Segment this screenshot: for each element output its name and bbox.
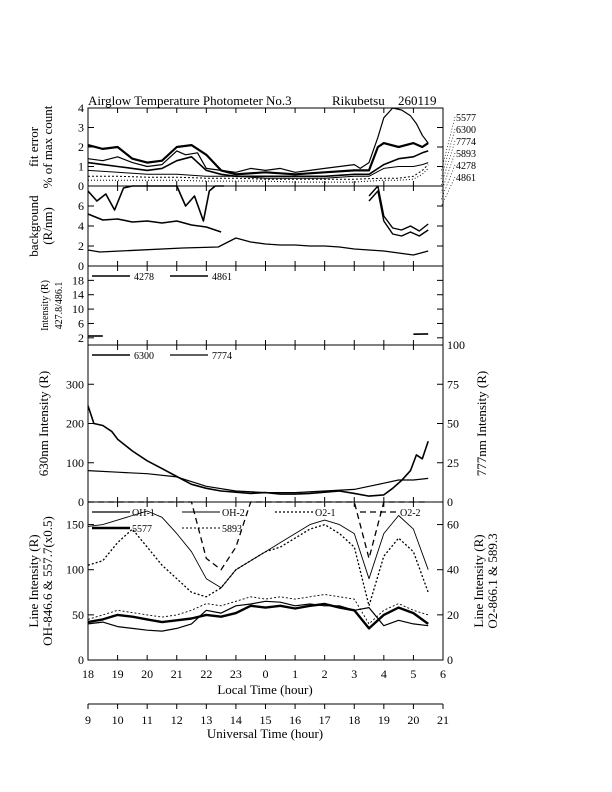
ut-tick-label: 15 <box>259 713 272 727</box>
lt-tick-label: 6 <box>440 667 446 681</box>
legend-label-4278: 4278 <box>134 272 154 283</box>
legend-label-5893: 5893 <box>222 524 242 535</box>
right-label-5893: 5893 <box>456 149 476 160</box>
y-tick-label: 300 <box>66 377 84 392</box>
y-tick-label: 0 <box>78 653 84 667</box>
y-tick-label: 14 <box>72 287 84 302</box>
panel-red-oxygen <box>36 338 489 509</box>
y-axis-label: 427.8/486.1 <box>54 281 65 330</box>
ut-tick-label: 18 <box>348 713 361 727</box>
series-red-oxygen-6300 <box>88 406 428 496</box>
ut-tick-label: 16 <box>289 713 302 727</box>
legend-label-7774: 7774 <box>212 351 232 362</box>
y-tick-label: 0 <box>78 495 84 509</box>
legend-label-5577: 5577 <box>132 524 152 535</box>
y-tick-label: 2 <box>78 239 84 253</box>
ut-tick-label: 11 <box>141 713 153 727</box>
panel-frame <box>88 345 443 502</box>
legend-label-OH-1: OH-1 <box>132 508 155 519</box>
chart-title: Airglow Temperature Photometer No.3 <box>88 93 292 108</box>
y-axis-label: background <box>26 195 41 257</box>
lt-tick-label: 2 <box>321 667 328 681</box>
y-tick-label: 10 <box>72 302 84 317</box>
y-tick-label: 100 <box>66 562 84 577</box>
y-tick-label: 200 <box>66 416 84 431</box>
series-fit-error-5577 <box>88 108 428 172</box>
legend-label-6300: 6300 <box>134 351 154 362</box>
y-right-tick-label: 100 <box>447 338 465 352</box>
ut-tick-label: 9 <box>85 713 91 727</box>
series-line-intensity-OH-2 <box>88 511 428 588</box>
ut-tick-label: 20 <box>407 713 420 727</box>
y-right-tick-label: 50 <box>447 416 459 431</box>
y-axis-right-label: O2-866.1 & 589.3 <box>485 533 500 629</box>
y-axis-right-label: Line Intensity (R) <box>471 534 486 628</box>
universal-time-axis <box>85 704 449 727</box>
lt-tick-label: 22 <box>200 667 213 681</box>
lt-tick-label: 18 <box>82 667 94 681</box>
ut-tick-label: 12 <box>170 713 183 727</box>
right-label-7774: 7774 <box>456 137 476 148</box>
legend-label-4861: 4861 <box>212 272 232 283</box>
right-label-5577: 5577 <box>456 113 476 124</box>
series-background-upper <box>88 186 224 221</box>
ut-tick-label: 19 <box>377 713 390 727</box>
site-name: Rikubetsu <box>332 93 385 108</box>
right-label-4861: 4861 <box>456 173 476 184</box>
lt-tick-label: 23 <box>229 667 242 681</box>
y-tick-label: 0 <box>78 179 84 193</box>
y-right-tick-label: 0 <box>447 495 453 509</box>
lt-tick-label: 0 <box>262 667 269 681</box>
y-tick-label: 0 <box>78 259 84 273</box>
title-row <box>88 93 437 108</box>
right-label-6300: 6300 <box>456 125 476 136</box>
lt-tick-label: 21 <box>170 667 183 681</box>
y-axis-label: % of max count <box>40 105 55 189</box>
legend-label-OH-2: OH-2 <box>222 508 245 519</box>
y-tick-label: 18 <box>72 273 84 288</box>
date-code: 260119 <box>398 93 437 108</box>
lt-tick-label: 19 <box>111 667 124 681</box>
y-tick-label: 100 <box>66 455 84 470</box>
y-tick-label: 2 <box>78 140 84 154</box>
y-tick-label: 50 <box>72 607 84 622</box>
y-axis-label: fit error <box>26 126 41 168</box>
ut-tick-label: 10 <box>111 713 124 727</box>
y-right-tick-label: 75 <box>447 377 459 392</box>
universal-time-label: Universal Time (hour) <box>206 726 324 741</box>
lt-tick-label: 1 <box>292 667 299 681</box>
y-right-tick-label: 0 <box>447 653 453 667</box>
y-axis-right-label: 777nm Intensity (R) <box>474 370 489 477</box>
y-right-tick-label: 40 <box>447 562 459 577</box>
ut-tick-label: 17 <box>318 713 331 727</box>
legend-label-O2-1: O2-1 <box>315 508 336 519</box>
panel-fit-error <box>26 101 476 207</box>
y-axis-label: Intensity (R) <box>40 280 51 331</box>
y-tick-label: 3 <box>78 120 84 135</box>
y-axis-label: OH-846.6 & 557.7(x0.5) <box>40 516 55 646</box>
lt-tick-label: 3 <box>351 667 358 681</box>
series-line-intensity-O2-1 <box>88 525 428 606</box>
y-right-tick-label: 25 <box>447 455 459 470</box>
y-tick-label: 6 <box>78 316 84 331</box>
y-tick-label: 1 <box>78 159 84 174</box>
y-right-tick-label: 60 <box>447 517 459 532</box>
ut-tick-label: 21 <box>437 713 449 727</box>
series-red-oxygen-7774 <box>88 471 428 493</box>
y-axis-label: 630nm Intensity (R) <box>36 370 51 477</box>
right-label-4278: 4278 <box>456 161 476 172</box>
y-tick-label: 4 <box>78 219 84 233</box>
y-tick-label: 2 <box>78 330 84 345</box>
panel-background <box>26 186 443 273</box>
lt-tick-label: 4 <box>380 667 387 681</box>
y-tick-label: 6 <box>78 199 84 213</box>
legend-label-O2-2: O2-2 <box>400 508 421 519</box>
y-tick-label: 150 <box>66 517 84 532</box>
y-tick-label: 4 <box>78 101 84 115</box>
lt-tick-label: 20 <box>141 667 154 681</box>
ut-tick-label: 13 <box>200 713 213 727</box>
local-time-axis <box>82 667 446 681</box>
y-right-tick-label: 20 <box>447 607 459 622</box>
panels <box>26 101 500 667</box>
series-background-baseline <box>88 238 428 255</box>
lt-tick-label: 5 <box>410 667 417 681</box>
panel-frame <box>88 186 443 266</box>
y-axis-label: (R/nm) <box>40 207 55 245</box>
series-fit-error-4861 <box>88 168 428 182</box>
ut-tick-label: 14 <box>229 713 242 727</box>
panel-line-intensity <box>26 502 500 667</box>
y-axis-label: Line Intensity (R) <box>26 534 41 628</box>
panel-blue-lines <box>40 266 443 345</box>
local-time-label: Local Time (hour) <box>217 682 313 697</box>
